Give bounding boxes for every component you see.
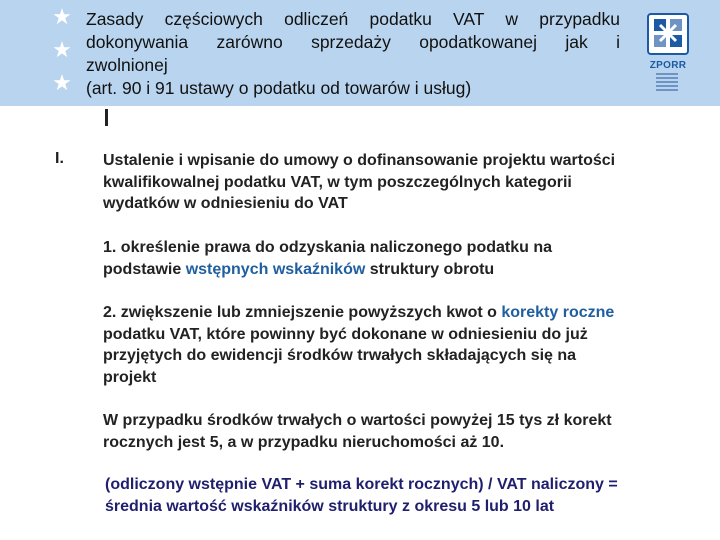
text-line: kwalifikowalnej podatku VAT, w tym poszczególnych kategorii bbox=[103, 173, 572, 191]
section-intro bbox=[103, 150, 615, 215]
zporr-logo-icon bbox=[644, 10, 692, 58]
text-line: rocznych jest 5, a w przypadku nieruchomości aż 10. bbox=[103, 433, 505, 451]
title-line: zwolnionej bbox=[86, 55, 168, 75]
title-line: Zasady częściowych odliczeń podatku VAT w przypadku bbox=[86, 9, 620, 29]
point-1 bbox=[103, 237, 552, 280]
text-cursor bbox=[105, 109, 108, 126]
highlight-initial-indicators: wstępnych wskaźników bbox=[185, 260, 366, 278]
point-2 bbox=[103, 302, 614, 388]
section-number: I. bbox=[55, 150, 64, 167]
logo-text-lines bbox=[640, 73, 696, 91]
star-column bbox=[50, 6, 74, 105]
corrections-note bbox=[103, 410, 612, 453]
text-run: podstawie bbox=[103, 260, 186, 278]
text-run: 2. zwiększenie lub zmniejszenie powyższych kwot o bbox=[103, 304, 502, 321]
text-line: W przypadku środków trwałych o wartości powyżej 15 tys zł korekt bbox=[103, 412, 612, 429]
title-line: dokonywania zarówno sprzedaży opodatkowanej jak i bbox=[86, 32, 620, 52]
star-icon: ★ bbox=[52, 4, 72, 29]
zporr-logo bbox=[640, 10, 696, 91]
star-icon: ★ bbox=[52, 70, 72, 95]
logo-name: ZPORR bbox=[649, 60, 687, 71]
slide-title bbox=[86, 8, 620, 100]
title-banner bbox=[0, 0, 720, 106]
text-line: wydatków w odniesieniu do VAT bbox=[103, 195, 348, 212]
text-line: Ustalenie i wpisanie do umowy o dofinansowanie projektu wartości bbox=[103, 152, 616, 169]
text-line: średnia wartość wskaźników struktury z okresu 5 lub 10 lat bbox=[105, 497, 555, 515]
text-line: projekt bbox=[103, 368, 157, 386]
star-icon: ★ bbox=[52, 37, 72, 62]
title-line: (art. 90 i 91 ustawy o podatku od towarów i usług) bbox=[86, 78, 472, 98]
highlight-annual-corrections: korekty roczne bbox=[501, 304, 615, 321]
text-line bbox=[103, 302, 614, 324]
text-line: (odliczony wstępnie VAT + suma korekt rocznych) / VAT naliczony = bbox=[105, 476, 618, 493]
text-line: podatku VAT, które powinny być dokonane w odniesieniu do już bbox=[103, 325, 588, 343]
text-line: 1. określenie prawa do odzyskania naliczonego podatku na bbox=[103, 239, 553, 256]
text-line bbox=[103, 259, 552, 281]
text-run: struktury obrotu bbox=[365, 260, 495, 278]
text-line: przyjętych do ewidencji środków trwałych składających się na bbox=[103, 347, 577, 364]
formula bbox=[105, 474, 618, 517]
